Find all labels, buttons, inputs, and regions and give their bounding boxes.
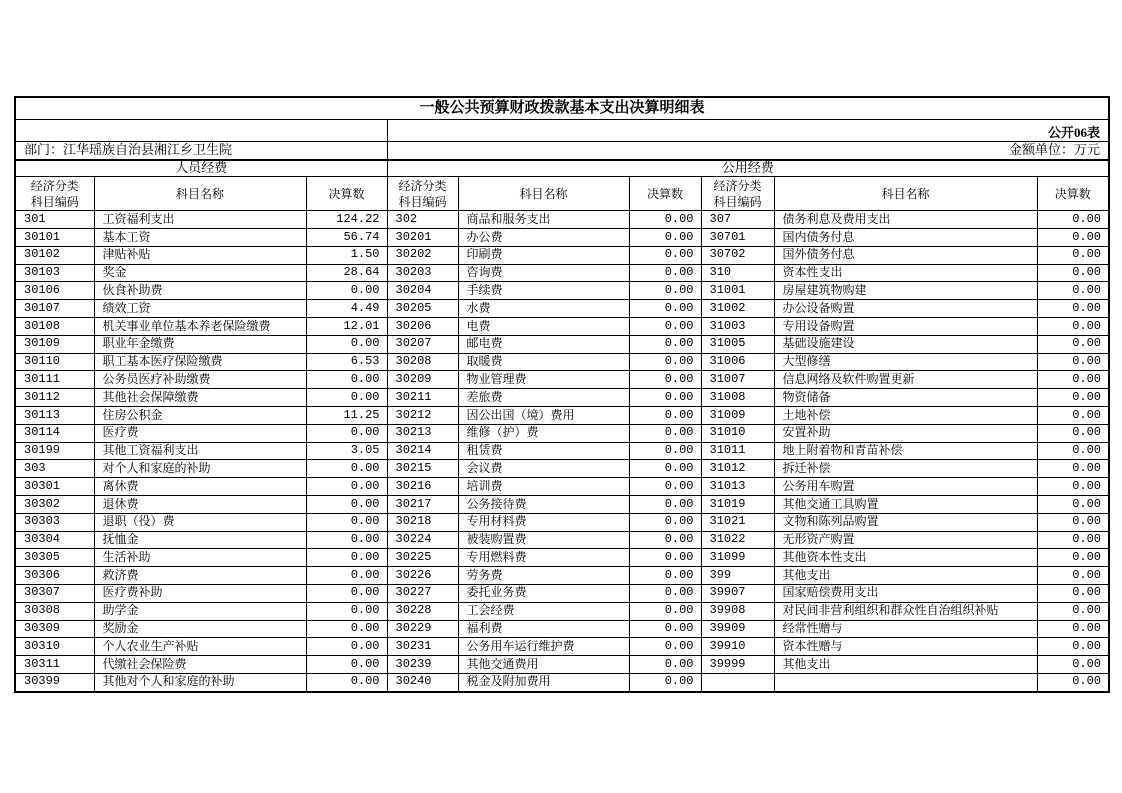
name-cell: 维修（护）费 xyxy=(458,424,629,442)
table-row xyxy=(15,211,1109,229)
code-cell: 31001 xyxy=(701,282,774,300)
code-cell: 30204 xyxy=(387,282,458,300)
name-cell: 基本工资 xyxy=(94,229,306,247)
value-cell: 0.00 xyxy=(629,549,701,567)
value-cell: 0.00 xyxy=(306,531,387,549)
name-cell: 培训费 xyxy=(458,478,629,496)
name-cell: 被装购置费 xyxy=(458,531,629,549)
section-header-row xyxy=(15,160,1109,177)
table-row xyxy=(15,460,1109,478)
value-cell: 0.00 xyxy=(1037,478,1109,496)
name-cell: 退职（役）费 xyxy=(94,513,306,531)
name-cell: 职工基本医疗保险缴费 xyxy=(94,353,306,371)
value-cell: 0.00 xyxy=(1037,496,1109,514)
table-row xyxy=(15,229,1109,247)
value-cell: 0.00 xyxy=(629,371,701,389)
value-cell: 0.00 xyxy=(629,460,701,478)
value-cell: 3.05 xyxy=(306,442,387,460)
name-cell: 其他交通工具购置 xyxy=(774,496,1037,514)
name-cell: 大型修缮 xyxy=(774,353,1037,371)
value-cell: 0.00 xyxy=(306,673,387,691)
code-cell: 30231 xyxy=(387,638,458,656)
name-cell: 因公出国（境）费用 xyxy=(458,407,629,425)
value-cell: 0.00 xyxy=(1037,335,1109,353)
code-cell: 31011 xyxy=(701,442,774,460)
name-cell: 其他对个人和家庭的补助 xyxy=(94,673,306,691)
code-cell: 30208 xyxy=(387,353,458,371)
code-cell: 30199 xyxy=(15,442,94,460)
value-cell: 0.00 xyxy=(1037,407,1109,425)
table-row xyxy=(15,567,1109,585)
code-cell: 30205 xyxy=(387,300,458,318)
name-cell: 专用材料费 xyxy=(458,513,629,531)
name-cell: 对民间非营利组织和群众性自治组织补贴 xyxy=(774,602,1037,620)
name-cell: 手续费 xyxy=(458,282,629,300)
code-cell: 31009 xyxy=(701,407,774,425)
name-cell: 办公设备购置 xyxy=(774,300,1037,318)
code-cell: 30211 xyxy=(387,389,458,407)
name-cell: 拆迁补偿 xyxy=(774,460,1037,478)
code-cell: 30308 xyxy=(15,602,94,620)
table-body xyxy=(15,211,1109,692)
value-cell: 0.00 xyxy=(629,442,701,460)
code-cell: 30206 xyxy=(387,318,458,336)
name-cell: 个人农业生产补贴 xyxy=(94,638,306,656)
name-cell: 其他资本性支出 xyxy=(774,549,1037,567)
code-cell: 31007 xyxy=(701,371,774,389)
value-cell: 0.00 xyxy=(629,531,701,549)
value-cell: 11.25 xyxy=(306,407,387,425)
value-cell: 0.00 xyxy=(306,460,387,478)
table-row xyxy=(15,531,1109,549)
name-cell: 代缴社会保险费 xyxy=(94,656,306,674)
name-cell xyxy=(774,673,1037,691)
name-cell: 资本性支出 xyxy=(774,264,1037,282)
value-cell: 0.00 xyxy=(629,229,701,247)
code-cell: 30306 xyxy=(15,567,94,585)
value-cell: 0.00 xyxy=(629,335,701,353)
value-cell: 0.00 xyxy=(629,602,701,620)
table-row xyxy=(15,407,1109,425)
value-cell: 0.00 xyxy=(629,424,701,442)
value-cell: 0.00 xyxy=(1037,656,1109,674)
code-header-line2: 科目编码 xyxy=(30,194,79,209)
code-cell: 30225 xyxy=(387,549,458,567)
name-cell: 地上附着物和青苗补偿 xyxy=(774,442,1037,460)
value-cell: 1.50 xyxy=(306,246,387,264)
value-cell: 124.22 xyxy=(306,211,387,229)
code-cell: 30307 xyxy=(15,584,94,602)
code-cell: 30305 xyxy=(15,549,94,567)
name-cell: 国内债务付息 xyxy=(774,229,1037,247)
name-cell: 公务用车购置 xyxy=(774,478,1037,496)
name-cell: 其他支出 xyxy=(774,656,1037,674)
value-cell: 0.00 xyxy=(1037,211,1109,229)
value-cell: 0.00 xyxy=(629,246,701,264)
name-cell: 邮电费 xyxy=(458,335,629,353)
name-cell: 奖金 xyxy=(94,264,306,282)
value-cell: 0.00 xyxy=(1037,318,1109,336)
value-cell: 0.00 xyxy=(629,656,701,674)
value-cell: 0.00 xyxy=(1037,300,1109,318)
code-cell: 302 xyxy=(387,211,458,229)
value-cell: 0.00 xyxy=(1037,229,1109,247)
code-header-line1: 经济分类 xyxy=(398,178,447,193)
section-personnel-funds: 人员经费 xyxy=(15,160,387,177)
name-cell: 工资福利支出 xyxy=(94,211,306,229)
name-cell: 助学金 xyxy=(94,602,306,620)
name-cell: 土地补偿 xyxy=(774,407,1037,425)
name-cell: 会议费 xyxy=(458,460,629,478)
value-cell: 0.00 xyxy=(306,656,387,674)
code-cell: 31099 xyxy=(701,549,774,567)
code-cell: 30109 xyxy=(15,335,94,353)
name-cell: 差旅费 xyxy=(458,389,629,407)
value-cell: 0.00 xyxy=(629,620,701,638)
name-cell: 救济费 xyxy=(94,567,306,585)
column-header-value: 决算数 xyxy=(306,177,387,211)
value-cell: 0.00 xyxy=(306,424,387,442)
name-cell: 信息网络及软件购置更新 xyxy=(774,371,1037,389)
code-cell: 30218 xyxy=(387,513,458,531)
code-cell: 30399 xyxy=(15,673,94,691)
code-cell: 30114 xyxy=(15,424,94,442)
code-cell: 30201 xyxy=(387,229,458,247)
name-cell: 其他支出 xyxy=(774,567,1037,585)
code-cell: 30110 xyxy=(15,353,94,371)
code-cell xyxy=(701,673,774,691)
value-cell: 0.00 xyxy=(1037,460,1109,478)
name-cell: 商品和服务支出 xyxy=(458,211,629,229)
column-header-code xyxy=(15,177,94,211)
value-cell: 0.00 xyxy=(306,513,387,531)
name-cell: 债务利息及费用支出 xyxy=(774,211,1037,229)
value-cell: 0.00 xyxy=(306,335,387,353)
name-cell: 专用燃料费 xyxy=(458,549,629,567)
budget-table xyxy=(14,96,1110,693)
name-cell: 印刷费 xyxy=(458,246,629,264)
code-header-line1: 经济分类 xyxy=(713,178,762,193)
table-row xyxy=(15,496,1109,514)
code-cell: 31002 xyxy=(701,300,774,318)
table-row xyxy=(15,478,1109,496)
code-cell: 307 xyxy=(701,211,774,229)
value-cell: 0.00 xyxy=(306,371,387,389)
code-cell: 39909 xyxy=(701,620,774,638)
code-cell: 30302 xyxy=(15,496,94,514)
name-cell: 对个人和家庭的补助 xyxy=(94,460,306,478)
table-row xyxy=(15,282,1109,300)
name-cell: 资本性赠与 xyxy=(774,638,1037,656)
code-cell: 30101 xyxy=(15,229,94,247)
code-cell: 31022 xyxy=(701,531,774,549)
name-cell: 国外债务付息 xyxy=(774,246,1037,264)
code-cell: 30111 xyxy=(15,371,94,389)
value-cell: 0.00 xyxy=(1037,442,1109,460)
value-cell: 0.00 xyxy=(629,300,701,318)
name-cell: 公务员医疗补助缴费 xyxy=(94,371,306,389)
name-cell: 取暖费 xyxy=(458,353,629,371)
value-cell: 0.00 xyxy=(1037,584,1109,602)
code-cell: 30107 xyxy=(15,300,94,318)
code-cell: 30240 xyxy=(387,673,458,691)
code-cell: 39908 xyxy=(701,602,774,620)
column-header-name: 科目名称 xyxy=(774,177,1037,211)
value-cell: 4.49 xyxy=(306,300,387,318)
name-cell: 国家赔偿费用支出 xyxy=(774,584,1037,602)
code-cell: 30103 xyxy=(15,264,94,282)
code-cell: 30227 xyxy=(387,584,458,602)
value-cell: 0.00 xyxy=(1037,424,1109,442)
table-row xyxy=(15,371,1109,389)
code-cell: 399 xyxy=(701,567,774,585)
name-cell: 工会经费 xyxy=(458,602,629,620)
department-label: 部门：江华瑶族自治县湘江乡卫生院 xyxy=(15,142,387,161)
value-cell: 0.00 xyxy=(306,638,387,656)
value-cell: 0.00 xyxy=(629,282,701,300)
name-cell: 劳务费 xyxy=(458,567,629,585)
name-cell: 无形资产购置 xyxy=(774,531,1037,549)
name-cell: 专用设备购置 xyxy=(774,318,1037,336)
code-cell: 30113 xyxy=(15,407,94,425)
name-cell: 经常性赠与 xyxy=(774,620,1037,638)
column-header-row xyxy=(15,177,1109,211)
code-cell: 30209 xyxy=(387,371,458,389)
name-cell: 办公费 xyxy=(458,229,629,247)
unit-label: 金额单位：万元 xyxy=(387,142,1109,161)
code-cell: 31005 xyxy=(701,335,774,353)
code-cell: 30310 xyxy=(15,638,94,656)
code-cell: 30702 xyxy=(701,246,774,264)
value-cell: 0.00 xyxy=(629,318,701,336)
name-cell: 生活补助 xyxy=(94,549,306,567)
value-cell: 0.00 xyxy=(1037,246,1109,264)
value-cell: 28.64 xyxy=(306,264,387,282)
code-header-line2: 科目编码 xyxy=(398,194,447,209)
value-cell: 0.00 xyxy=(1037,620,1109,638)
name-cell: 基础设施建设 xyxy=(774,335,1037,353)
table-row xyxy=(15,264,1109,282)
column-header-name: 科目名称 xyxy=(94,177,306,211)
code-cell: 303 xyxy=(15,460,94,478)
code-cell: 30108 xyxy=(15,318,94,336)
code-cell: 30224 xyxy=(387,531,458,549)
name-cell: 文物和陈列品购置 xyxy=(774,513,1037,531)
name-cell: 津贴补贴 xyxy=(94,246,306,264)
name-cell: 退休费 xyxy=(94,496,306,514)
name-cell: 职业年金缴费 xyxy=(94,335,306,353)
value-cell: 0.00 xyxy=(629,389,701,407)
code-cell: 30229 xyxy=(387,620,458,638)
table-row xyxy=(15,353,1109,371)
value-cell: 0.00 xyxy=(1037,531,1109,549)
code-cell: 30304 xyxy=(15,531,94,549)
table-row xyxy=(15,673,1109,691)
name-cell: 租赁费 xyxy=(458,442,629,460)
value-cell: 56.74 xyxy=(306,229,387,247)
name-cell: 安置补助 xyxy=(774,424,1037,442)
table-number-row xyxy=(15,120,1109,142)
value-cell: 0.00 xyxy=(1037,673,1109,691)
code-cell: 30203 xyxy=(387,264,458,282)
code-cell: 31019 xyxy=(701,496,774,514)
value-cell: 0.00 xyxy=(306,282,387,300)
table-row xyxy=(15,549,1109,567)
code-cell: 310 xyxy=(701,264,774,282)
code-cell: 30214 xyxy=(387,442,458,460)
title-row xyxy=(15,97,1109,120)
code-cell: 30701 xyxy=(701,229,774,247)
value-cell: 12.01 xyxy=(306,318,387,336)
table-row xyxy=(15,584,1109,602)
value-cell: 0.00 xyxy=(306,620,387,638)
code-cell: 31021 xyxy=(701,513,774,531)
table-row xyxy=(15,602,1109,620)
code-cell: 30202 xyxy=(387,246,458,264)
code-cell: 30311 xyxy=(15,656,94,674)
table-row xyxy=(15,318,1109,336)
value-cell: 0.00 xyxy=(306,389,387,407)
value-cell: 0.00 xyxy=(629,478,701,496)
column-header-code xyxy=(387,177,458,211)
code-cell: 30301 xyxy=(15,478,94,496)
name-cell: 其他工资福利支出 xyxy=(94,442,306,460)
value-cell: 0.00 xyxy=(629,353,701,371)
name-cell: 委托业务费 xyxy=(458,584,629,602)
column-header-value: 决算数 xyxy=(1037,177,1109,211)
name-cell: 绩效工资 xyxy=(94,300,306,318)
code-cell: 31008 xyxy=(701,389,774,407)
name-cell: 电费 xyxy=(458,318,629,336)
code-cell: 30226 xyxy=(387,567,458,585)
value-cell: 0.00 xyxy=(629,496,701,514)
name-cell: 公务用车运行维护费 xyxy=(458,638,629,656)
value-cell: 6.53 xyxy=(306,353,387,371)
name-cell: 医疗费 xyxy=(94,424,306,442)
table-row xyxy=(15,638,1109,656)
name-cell: 离休费 xyxy=(94,478,306,496)
table-row xyxy=(15,300,1109,318)
code-cell: 31003 xyxy=(701,318,774,336)
value-cell: 0.00 xyxy=(306,478,387,496)
value-cell: 0.00 xyxy=(629,638,701,656)
code-cell: 31010 xyxy=(701,424,774,442)
section-public-funds: 公用经费 xyxy=(387,160,1109,177)
column-header-name: 科目名称 xyxy=(458,177,629,211)
value-cell: 0.00 xyxy=(1037,513,1109,531)
table-row xyxy=(15,389,1109,407)
value-cell: 0.00 xyxy=(629,264,701,282)
code-cell: 30102 xyxy=(15,246,94,264)
code-cell: 39907 xyxy=(701,584,774,602)
table-row xyxy=(15,620,1109,638)
value-cell: 0.00 xyxy=(629,584,701,602)
code-cell: 30106 xyxy=(15,282,94,300)
name-cell: 机关事业单位基本养老保险缴费 xyxy=(94,318,306,336)
page-title: 一般公共预算财政拨款基本支出决算明细表 xyxy=(15,97,1109,120)
value-cell: 0.00 xyxy=(629,513,701,531)
name-cell: 税金及附加费用 xyxy=(458,673,629,691)
value-cell: 0.00 xyxy=(629,211,701,229)
code-cell: 30213 xyxy=(387,424,458,442)
name-cell: 公务接待费 xyxy=(458,496,629,514)
column-header-value: 决算数 xyxy=(629,177,701,211)
value-cell: 0.00 xyxy=(1037,638,1109,656)
value-cell: 0.00 xyxy=(629,407,701,425)
value-cell: 0.00 xyxy=(1037,264,1109,282)
table-row xyxy=(15,246,1109,264)
table-row xyxy=(15,442,1109,460)
code-cell: 30303 xyxy=(15,513,94,531)
code-cell: 31006 xyxy=(701,353,774,371)
code-cell: 30217 xyxy=(387,496,458,514)
code-cell: 30239 xyxy=(387,656,458,674)
value-cell: 0.00 xyxy=(1037,389,1109,407)
code-cell: 30216 xyxy=(387,478,458,496)
name-cell: 咨询费 xyxy=(458,264,629,282)
value-cell: 0.00 xyxy=(306,584,387,602)
code-header-line1: 经济分类 xyxy=(30,178,79,193)
value-cell: 0.00 xyxy=(629,673,701,691)
table-row xyxy=(15,335,1109,353)
name-cell: 其他交通费用 xyxy=(458,656,629,674)
name-cell: 福利费 xyxy=(458,620,629,638)
code-cell: 301 xyxy=(15,211,94,229)
value-cell: 0.00 xyxy=(306,602,387,620)
code-cell: 30215 xyxy=(387,460,458,478)
name-cell: 物资储备 xyxy=(774,389,1037,407)
code-cell: 39999 xyxy=(701,656,774,674)
name-cell: 抚恤金 xyxy=(94,531,306,549)
code-cell: 30112 xyxy=(15,389,94,407)
value-cell: 0.00 xyxy=(306,549,387,567)
name-cell: 伙食补助费 xyxy=(94,282,306,300)
name-cell: 奖励金 xyxy=(94,620,306,638)
code-cell: 31012 xyxy=(701,460,774,478)
name-cell: 物业管理费 xyxy=(458,371,629,389)
value-cell: 0.00 xyxy=(1037,371,1109,389)
value-cell: 0.00 xyxy=(1037,602,1109,620)
value-cell: 0.00 xyxy=(629,567,701,585)
code-cell: 31013 xyxy=(701,478,774,496)
name-cell: 其他社会保障缴费 xyxy=(94,389,306,407)
table-row xyxy=(15,656,1109,674)
table-row xyxy=(15,424,1109,442)
name-cell: 医疗费补助 xyxy=(94,584,306,602)
value-cell: 0.00 xyxy=(306,496,387,514)
value-cell: 0.00 xyxy=(1037,353,1109,371)
table-row xyxy=(15,513,1109,531)
value-cell: 0.00 xyxy=(1037,282,1109,300)
name-cell: 房屋建筑物购建 xyxy=(774,282,1037,300)
value-cell: 0.00 xyxy=(306,567,387,585)
name-cell: 水费 xyxy=(458,300,629,318)
code-header-line2: 科目编码 xyxy=(713,194,762,209)
value-cell: 0.00 xyxy=(1037,567,1109,585)
code-cell: 39910 xyxy=(701,638,774,656)
blank-cell xyxy=(15,120,387,142)
code-cell: 30212 xyxy=(387,407,458,425)
meta-row xyxy=(15,142,1109,161)
code-cell: 30228 xyxy=(387,602,458,620)
code-cell: 30309 xyxy=(15,620,94,638)
table-number-label: 公开06表 xyxy=(387,120,1109,142)
column-header-code xyxy=(701,177,774,211)
code-cell: 30207 xyxy=(387,335,458,353)
name-cell: 住房公积金 xyxy=(94,407,306,425)
value-cell: 0.00 xyxy=(1037,549,1109,567)
